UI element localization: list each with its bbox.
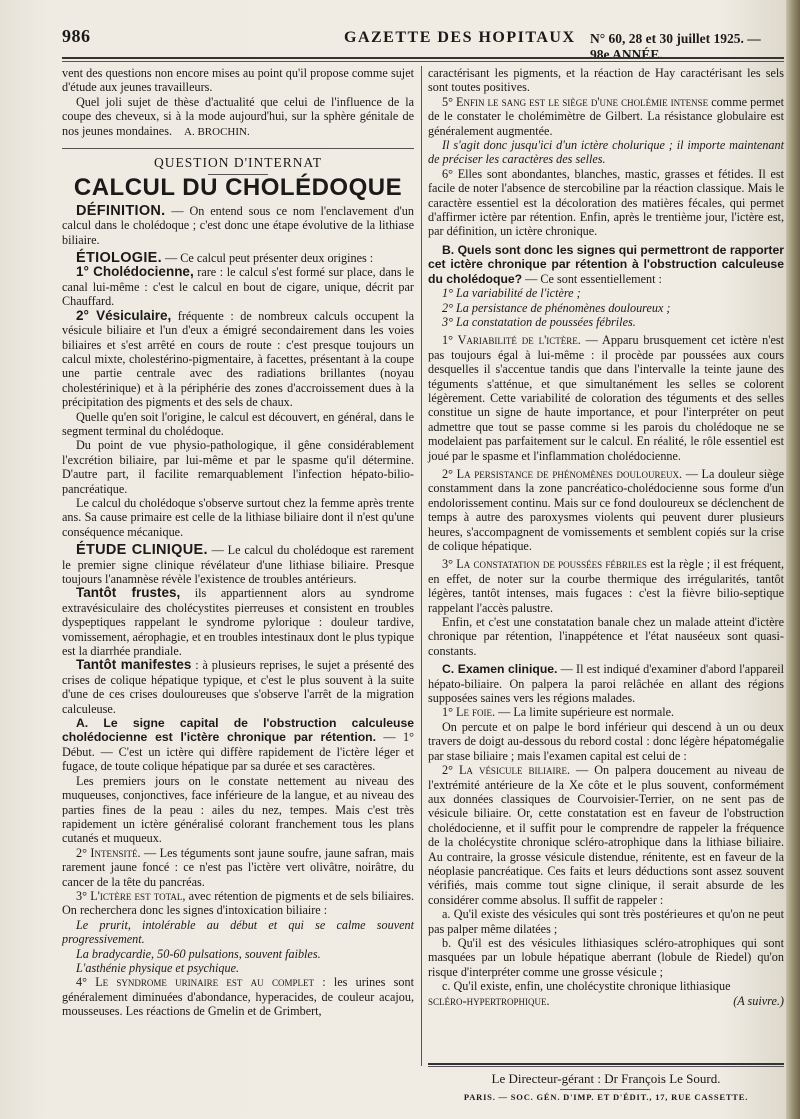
clinical-paragraph: Les premiers jours on le constate nettement au niveau des muqueuses, conjonctives, face inférieure de la langue, et au niveau des parties fines de la peau : ailes du nez, tempes. Mais c'est très rapidement un ictère généralisé colorant franchement tous les plans cutanés et muqueux. xyxy=(62,773,414,846)
symptom-line: Le prurit, intolérable au début et qui se calme souvent progressivement. xyxy=(62,917,414,947)
paragraph: Il s'agit donc jusqu'ici d'un ictère cholurique ; il importe maintenant de préciser les caractères des selles. xyxy=(428,138,784,167)
sang-lead: 5° Enfin le sang est le siège d'une cholémie intense xyxy=(442,94,709,109)
item-lead: 2° Vésiculaire, xyxy=(76,307,172,323)
section-heading: QUESTION D'INTERNAT xyxy=(153,155,323,171)
list-item-tail: scléro-hypertrophique. xyxy=(428,993,550,1008)
fievre-lead: 3° La constatation de poussées fébriles xyxy=(442,557,647,572)
vesicule-text: — On palpera doucement au niveau de l'extrémité antérieure de la Xe côte et le plus souvent, conformément aux données classiques de Courvoisier-Terrier, on ne sent pas de vésicule biliaire. Or, cette constatation est en faveur de l'obstruction cholédocienne, et il suffit pour le comprendre de rappeler la fréquence de la cholécystite chronique scléro-atrophique dans la lithiase biliaire. Au contraire, la grosse vésicule distendue, rénitente, est en faveur de la néoplasie pancréatique. Ces faits et leurs déductions sont assez souvent vérifiés, mais comme tout signe clinique, il serait absurde de les considérer comme absolus. Il suffit de rappeler : xyxy=(428,763,785,907)
clinical-paragraph xyxy=(62,586,414,658)
b-text: — Ce sont essentiellement : xyxy=(522,271,662,286)
intro-text: Quel joli sujet de thèse d'actualité que celui de l'influence de la coupe des cheveux, si à la mode aujourd'hui, sur la sphère génitale de nos jeunes mondaines. xyxy=(62,94,414,138)
item-text: fréquente : de nombreux calculs occupent la vésicule biliaire et l'un d'eux a émigré secondairement dans les voies biliaires et s'est arrêté en cours de route : c'est presque toujours un calcul mixte, cholestérino-pigmentaire, à facettes, présentant à la coupe une partie centrale avec des radiations brillantes (noyau cholestérinique) et à la périphérie des zones d'accroissement dues à la précipitation des pigments et des sels de chaux. xyxy=(62,308,414,410)
foie-text: — La limite supérieure est normale. xyxy=(495,705,675,720)
paragraph xyxy=(428,763,784,907)
signe-lead: A. Le signe capital de l'obstruction calculeuse cholédocienne est l'ictère chronique par rétention. xyxy=(62,716,414,745)
persistance-lead: 2° La persistance de phénomènes douloureux. xyxy=(442,466,683,481)
examen-text: — Il est indiqué d'examiner d'abord l'appareil hépato-biliaire. On palpera la paroi relâchée en allant des régions supposées saines vers les régions malades. xyxy=(428,662,784,706)
ictere-lead: 3° L'ictère est total, xyxy=(76,888,186,903)
fievre-text: est la règle ; il est fréquent, en effet, de noter sur la courbe thermique des irrégularités, tantôt légères, tantôt intenses, mais fugaces : c'est la fièvre bilio-septique rappelant l'accès palustre. xyxy=(428,557,784,615)
page-header xyxy=(62,20,782,62)
symptom-line: La bradycardie, 50-60 pulsations, souvent faibles. xyxy=(76,946,321,961)
clinical-paragraph xyxy=(62,975,414,1018)
frustes-text: ils appartiennent alors au syndrome extravésiculaire des cholécystites pierreuses et consistent en troubles dyspeptiques rappelant le syndrome pylorique : douleur tardive, vomissement, aérophagie, et en troubles intestinaux dont le plus typique est la diarrhée prandiale. xyxy=(62,586,414,659)
intensite-lead: 2° Intensité. xyxy=(76,845,141,860)
article-title: CALCUL DU CHOLÉDOQUE xyxy=(73,174,403,202)
author-signature: A. BROCHIN. xyxy=(184,125,250,138)
binding-edge xyxy=(786,0,800,1119)
paragraph xyxy=(428,333,784,463)
intro-paragraph xyxy=(62,95,414,139)
footer-rule-thin xyxy=(428,1066,784,1067)
variabilite-text: — Apparu brusquement cet ictère n'est pas toujours égal à lui-même : il procède par poussées aux cours desquelles il s'accentue tandis que dans l'intervalle la teinte jaune des téguments s'atténue, et que simultanément les selles se colorent légèrement. Cette variabilité de coloration des téguments et des selles constitue un signe de haute importance, et pour l'interpréter on peut admettre que tout se passe comme si les parois du cholédoque ne se modelaient pas parfaitement sur le calcul. En réalité, le rôle essentiel est joué par le spasme et l'inflammation cholédocienne. xyxy=(428,333,784,463)
etiology-lead: ÉTIOLOGIE. xyxy=(76,250,162,267)
paragraph xyxy=(428,662,784,705)
paragraph xyxy=(428,95,784,138)
etiology-item xyxy=(62,265,414,308)
persistance-text: — La douleur siège constamment dans la zone pancréatico-cholédocienne sous forme d'un endolorissement continu. Mais sur ce fond douloureux se déclenchent de temps à autre des paroxysmes violents qui peuvent durer plusieurs heures, s'accompagnent de vomissements et semblent copiés sur la crise de colique hépatique. xyxy=(428,466,784,553)
paragraph: On percute et on palpe le bord inférieur qui descend à un ou deux travers de doigt au-dessous du rebord costal : donc légère hépatomégalie par stase biliaire ; mais l'examen capital est celui de : xyxy=(428,719,784,763)
urinaire-text: : les urines sont généralement diminuées d'abondance, hyperacides, de couleur acajou, mousseuses. Les réactions de Gmelin et de Grimbert, xyxy=(62,975,414,1019)
manifestes-lead: Tantôt manifestes xyxy=(76,657,192,673)
paragraph xyxy=(428,705,784,719)
b-lead: B. Quels sont donc les signes qui permettront de rapporter cet ictère chronique par rétention à l'obstruction calculeuse du cholédoque? xyxy=(428,242,784,286)
right-column xyxy=(428,66,784,1008)
footer-short-rule xyxy=(560,1089,650,1090)
frustes-lead: Tantôt frustes, xyxy=(76,585,181,601)
continuation-paragraph: caractérisant les pigments, et la réaction de Hay caractérisant les sels sont toutes positives. xyxy=(428,66,784,95)
etiology-item xyxy=(62,309,414,410)
paragraph: 6° Elles sont abondantes, blanches, mastic, grasses et fétides. Il est facile de noter l'absence de stercobiline par la réaction classique. Mais le caractère essentiel est la décoloration des matières fécales, qui permet d'affirmer ictère par rétention. Enfin, après le trentième jour, l'ictère est, par définition, un ictère chronique. xyxy=(428,166,784,239)
list-item: a. Qu'il existe des vésicules qui sont très postérieures et qu'on ne peut pas palper même dilatées ; xyxy=(428,907,784,936)
examen-lead: C. Examen clinique. xyxy=(442,662,558,677)
clinical-paragraph xyxy=(62,846,414,889)
footer-rule xyxy=(428,1063,784,1065)
paragraph xyxy=(428,467,784,553)
urinaire-lead: 4° Le syndrome urinaire est au complet xyxy=(76,975,314,990)
page-number: 986 xyxy=(62,26,91,46)
list-item: c. Qu'il existe, enfin, une cholécystite chronique lithiasique xyxy=(442,979,731,994)
ictere-text: avec rétention de pigments et de sels biliaires. On recherchera donc les signes d'intoxication biliaire : xyxy=(62,888,414,918)
clinical-lead: ÉTUDE CLINIQUE. xyxy=(76,542,208,559)
etiology-paragraph xyxy=(62,251,414,265)
etiology-paragraph: Quelle qu'en soit l'origine, le calcul est découvert, en général, dans le segment terminal du cholédoque. xyxy=(62,409,414,438)
definition-paragraph xyxy=(62,204,414,247)
clinical-text: — Le calcul du cholédoque est rarement le premier signe clinique révélateur d'une lithiase biliaire. Presque toujours l'anamnèse révèle l'existence de troubles antérieurs. xyxy=(62,543,415,586)
paragraph xyxy=(428,557,784,615)
etiology-text: — Ce calcul peut présenter deux origines : xyxy=(161,251,374,266)
list-item-end xyxy=(428,994,784,1008)
manifestes-text: : à plusieurs reprises, le sujet a présenté des crises de colique hépatique typique, et c'est le plus souvent à la suite d'une de ces crises douloureuses que s'observe l'arrêt de la migration calculeuse. xyxy=(62,658,414,716)
section-separator xyxy=(62,148,414,149)
foie-lead: 1° Le foie. xyxy=(442,705,496,720)
to-be-continued: (A suivre.) xyxy=(733,993,784,1008)
variabilite-lead: 1° Variabilité de l'ictère. xyxy=(442,333,581,348)
left-column xyxy=(62,66,414,1019)
clinical-paragraph xyxy=(62,716,414,774)
item-text: rare : le calcul s'est formé sur place, dans le canal lui-même : c'est le calcul en bout de cigare, unique, décrit par Chauffard. xyxy=(62,265,415,309)
director-line: Le Directeur-gérant : Dr François Le Sourd. xyxy=(491,1071,721,1086)
etiology-paragraph: Du point de vue physio-pathologique, il gêne considérablement l'excrétion biliaire, par lui-même et par le spasme qu'il détermine. D'autre part, il facilite remarquablement l'infection hépato-bilio-pancréatique. xyxy=(62,438,414,496)
symptom-line: L'asthénie physique et psychique. xyxy=(76,960,240,975)
intro-paragraph: vent des questions non encore mises au point qu'il propose comme sujet d'étude aux jeunes travailleurs. xyxy=(62,66,414,95)
printer-line: PARIS. — SOC. GÉN. D'IMP. ET D'ÉDIT., 17, RUE CASSETTE. xyxy=(463,1092,749,1102)
paragraph xyxy=(428,243,784,286)
header-rule xyxy=(62,57,784,59)
clinical-paragraph xyxy=(62,543,414,586)
journal-title: GAZETTE DES HOPITAUX xyxy=(344,29,576,46)
list-item: 3° La constatation de poussées fébriles. xyxy=(442,314,636,329)
vesicule-lead: 2° La vésicule biliaire. xyxy=(442,763,570,778)
list-item: 1° La variabilité de l'ictère ; xyxy=(442,286,581,301)
issue-info: N° 60, 28 et 30 juillet 1925. — 98e ANNÉE. xyxy=(590,31,761,62)
column-divider xyxy=(421,66,422,1066)
etiology-paragraph: Le calcul du cholédoque s'observe surtout chez la femme après trente ans. Sa cause primaire est celle de la lithiase biliaire dont il n'est qu'une conséquence mécanique. xyxy=(62,495,414,539)
sang-text: comme permet de le constater le cholémimètre de Gilbert. La résistance globulaire est généralement augmentée. xyxy=(428,94,784,138)
intensite-text: — Les téguments sont jaune soufre, jaune safran, mais rarement jaune foncé : ce n'est pas l'ictère vert olivâtre, noirâtre, du cancer de la tête du pancréas. xyxy=(62,845,414,889)
header-rule-thin xyxy=(62,61,784,62)
clinical-paragraph xyxy=(62,889,414,918)
clinical-paragraph xyxy=(62,658,414,716)
definition-lead: DÉFINITION. xyxy=(76,202,166,219)
list-item: b. Qu'il est des vésicules lithiasiques scléro-atrophiques qui sont masquées par un lobule hépatique aberrant (lobule de Riedel) qu'on risque d'interpréter comme une grosse vésicule ; xyxy=(428,935,784,979)
list-item: 2° La persistance de phénomènes douloureux ; xyxy=(442,300,671,315)
signe-text: — 1° Début. — C'est un ictère qui diffère rapidement de l'ictère léger et fugace, de toute colique hépatique par sa durée et ses caractères. xyxy=(62,730,415,774)
definition-text: — On entend sous ce nom l'enclavement d'un calcul dans le cholédoque ; c'est donc une étape évolutive de la lithiase biliaire. xyxy=(62,203,414,247)
paragraph: Enfin, et c'est une constatation banale chez un malade atteint d'ictère chronique par rétention, l'inappétence et l'état nauséeux sont quasi-constants. xyxy=(428,615,784,658)
item-lead: 1° Cholédocienne, xyxy=(76,264,194,280)
